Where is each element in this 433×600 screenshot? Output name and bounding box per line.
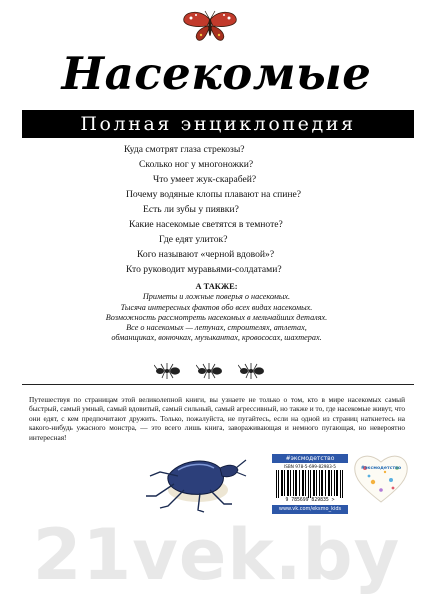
ant-icon — [154, 362, 182, 380]
isbn-tag: #эксмодетство — [272, 454, 348, 463]
butterfly-icon — [181, 10, 239, 42]
badge-label: #эксмодетство — [360, 466, 402, 471]
also-line: Все о насекомых — летунах, строителях, атлетах, — [126, 323, 307, 333]
ant-icon — [238, 362, 266, 380]
also-line: Тысяча интересных фактов обо всех видах насекомых. — [120, 302, 313, 312]
question-item: Кого называют «черной вдовой»? — [137, 249, 275, 260]
question-item: Почему водяные клопы плавают на спине? — [126, 189, 302, 200]
question-item: Сколько ног у многоножки? — [139, 159, 254, 170]
watermark: 21vek.by — [32, 514, 401, 596]
also-line: обманщиках, вонючках, музыкантах, кровососах, шахтерах. — [111, 333, 322, 343]
barcode-icon — [274, 470, 346, 498]
book-description: Путешествуя по страницам этой великолепной книги, вы узнаете не только о том, кто в мире насекомых самый быстрый, самый умный, самый вдовитый, самый сильный, самый агрессивный, но также и то, где насекомые живут, что они едят, с кем предпочитают дружить. Только, пожалуйста, не пугайтесь, если на одной из страниц наткнетесь на какого-нибудь ужасного монстра, — это всего лишь книга, завораживающая и немного пугающая, но невероятно интересная! — [29, 395, 405, 442]
also-line: Возможность рассмотреть насекомых в мельчайших деталях. — [105, 312, 328, 322]
question-item: Где едят улиток? — [159, 234, 228, 245]
beetle-icon — [138, 446, 248, 514]
also-block — [0, 282, 433, 344]
publisher-url: www.vk.com/eksmo_kids — [272, 505, 348, 514]
book-subtitle: Полная энциклопедия — [22, 110, 414, 138]
also-line: Приметы и ложные поверья о насекомых. — [142, 292, 291, 302]
divider-top — [22, 384, 414, 385]
question-item: Куда смотрят глаза стрекозы? — [124, 144, 245, 155]
heart-badge-icon — [351, 448, 411, 508]
question-item: Кто руководит муравьями-солдатами? — [126, 264, 282, 275]
book-title: Насекомые — [61, 47, 372, 100]
ant-decoration — [150, 362, 270, 382]
question-item: Какие насекомые светятся в темноте? — [129, 219, 283, 230]
question-item: Есть ли зубы у пиявки? — [143, 204, 239, 215]
also-heading: А ТАКЖЕ: — [195, 282, 238, 291]
isbn-label: ISBN 978-5-699-82983-5 — [284, 464, 336, 469]
isbn-block — [272, 454, 348, 514]
isbn-digits: 9 785699 829835 > — [285, 498, 335, 503]
question-item: Что умеет жук-скарабей? — [153, 174, 257, 185]
ant-icon — [196, 362, 224, 380]
